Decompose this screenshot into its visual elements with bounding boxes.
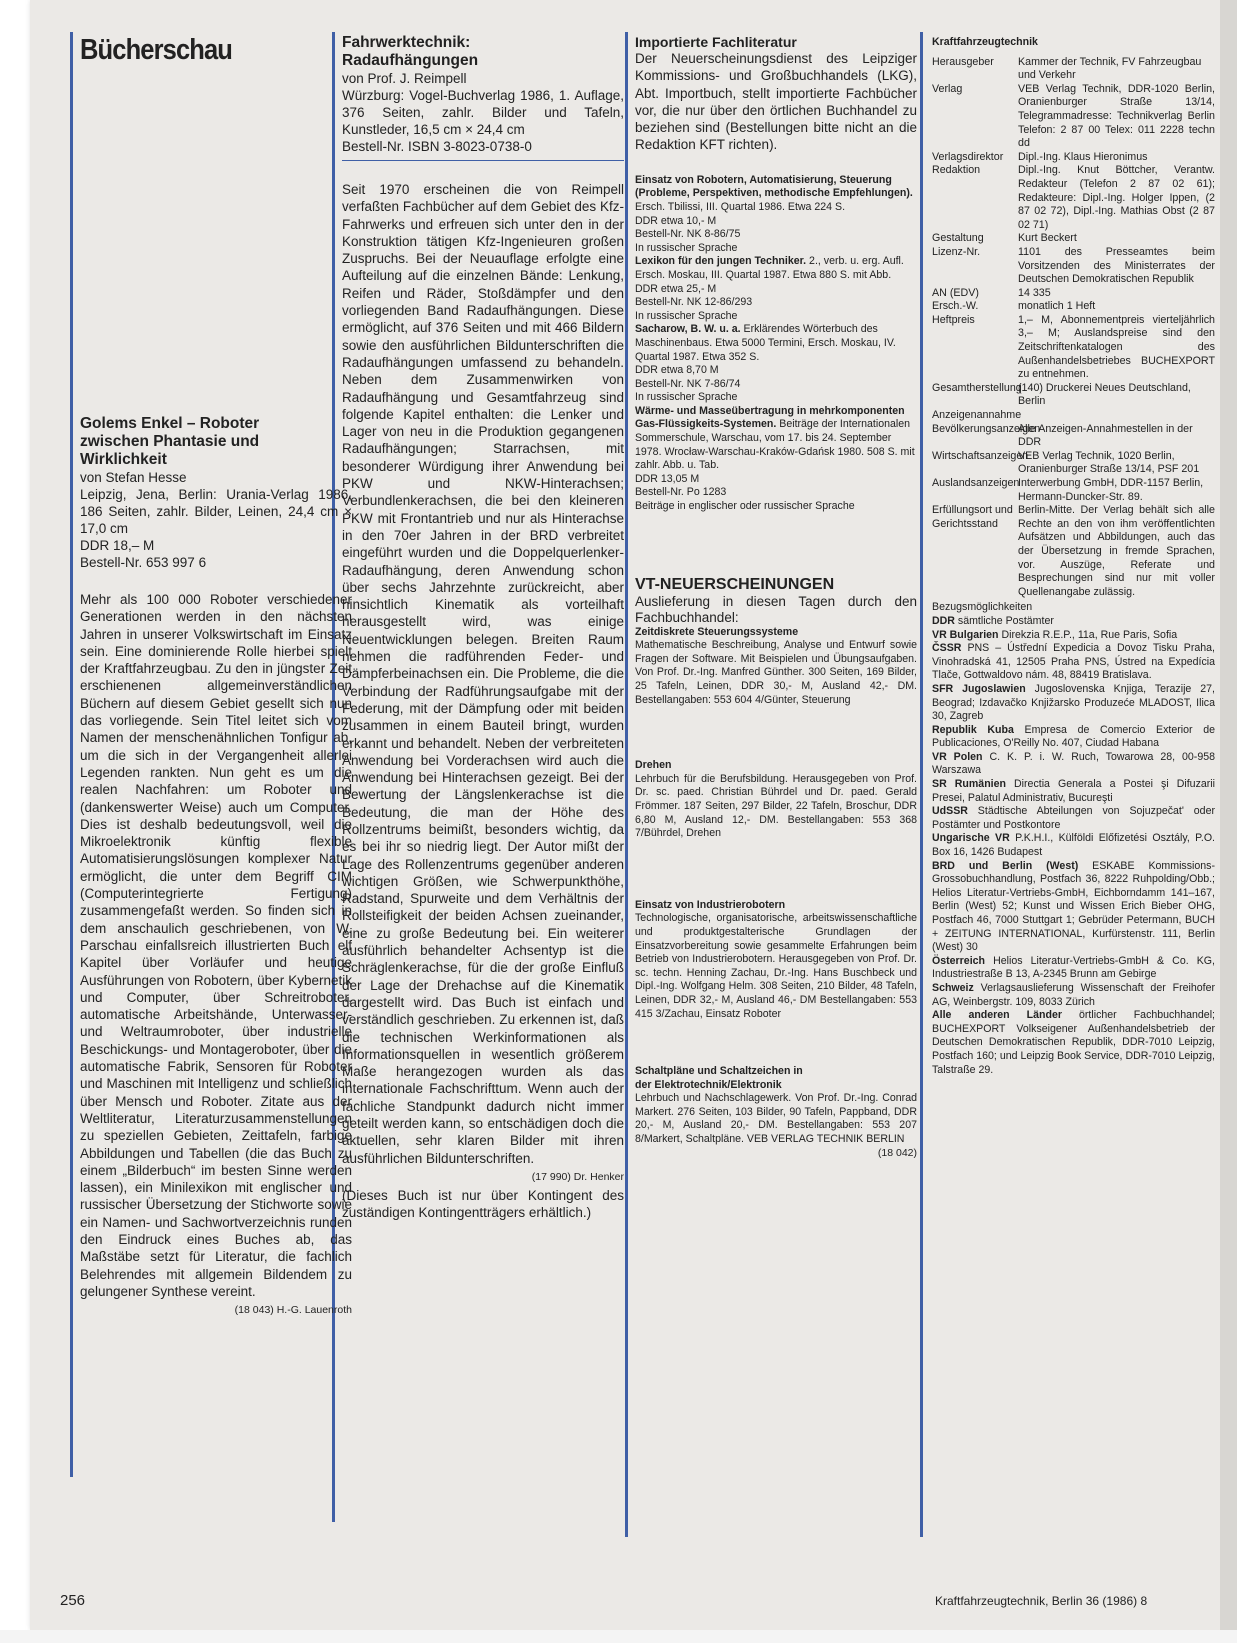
book-bibliography: Würzburg: Vogel-Buchverlag 1986, 1. Auflage, 376 Seiten, zahlr. Bilder und Tafeln, Kunstleder, 16,5 cm × 24,4 cm [342,88,624,137]
import-order: Bestell-Nr. NK 7-86/74 [635,377,741,390]
book-order-number: Bestell-Nr. 653 997 6 [80,555,207,570]
section-rubric: Bücherschau [80,34,233,66]
import-list [635,174,917,514]
vt-title: Zeitdiskrete Steuerungssysteme [635,625,799,638]
imprint-value: Berlin-Mitte. Der Verlag behält sich alle Rechte an den von ihm veröffentlichten Aufsätzen und Abbildungen, auch das der Übersetzung in fremde Sprachen, vor. Auszüge, Referate und Besprechungen sind nur mit voller Quellenangabe zulässig. [1018,504,1215,598]
import-price: DDR etwa 25,- M [635,282,717,295]
imprint-key: Lizenz-Nr. [932,245,981,258]
imprint-key: Ersch.-W. [932,300,979,313]
imprint-title: Kraftfahrzeugtechnik [932,36,1038,48]
imprint-value: (140) Druckerei Neues Deutschland, Berlin [1018,381,1191,408]
import-title: Lexikon für den jungen Techniker. [635,255,807,268]
scan-edge [1220,0,1237,1643]
import-order: Bestell-Nr. NK 8-86/75 [635,228,741,241]
imprint-key: Erfüllungsort und Gerichtsstand [932,504,1013,530]
book-title: Golems Enkel – Roboter zwischen Phantasie und Wirklichkeit [80,415,260,468]
imprint-key: Verlag [932,82,963,95]
import-details: Erklärendes Wörterbuch des Maschinenbaus. Etwa 5000 Termini, Ersch. Moskau, IV. Quartal 1987. Etwa 352 S. [635,323,896,363]
list-item [635,759,917,841]
vt-title: Drehen [635,759,672,772]
bezug-list [932,615,1215,1077]
review-signature: (18 043) H.-G. Lauenroth [234,1304,352,1317]
list-item: VR Bulgarien Direkzia R.E.P., 11a, Rue Paris, Sofia [932,628,1178,641]
bezug-title: Bezugsmöglichkeiten [932,601,1033,614]
review-signature: (17 990) Dr. Henker [531,1170,624,1183]
imprint-key: Bevölkerungsanzeigen [932,422,1041,435]
imprint-value: VEB Verlag Technik, DDR-1020 Berlin, Oranienburger Straße 13/14, Telegrammadresse: Technikverlag Berlin Telefon: 2 87 00 Telex: 011 2228 techn dd [1018,82,1215,150]
imprint-value: 1,– M, Abonnementpreis vierteljährlich 3,– M; Auslandspreise sind den Zeitschriftenkatalogen des Außenhandelsbetriebes BUCHEXPORT zu entnehmen. [1018,313,1215,381]
review-body: Mehr als 100 000 Roboter verschiedener Generationen werden in den nächsten Jahren in unserer Volkswirtschaft im Einsatz sein. Eine dominierende Rolle hierbei spielt der Kraftfahrzeugbau. Zu den in jüngster Zeit erschienenen allgemeinverständlichen Büchern auf diesem Gebiet gesellt sich nun das vorliegende. Sein Titel leitet sich vom Namen der menschenähnlichen Tonfigur ab, um die sich in der Vergangenheit allerlei Legenden rankten. Nun geht es um die realen Nachfahren: um Roboter und (dankenswerter Weise) auch um Computer. Dies ist deshalb bedeutungsvoll, weil die Mikroelektronik künftig flexible Automatisierungslösungen komplexer Natur ermöglicht, die unter dem Begriff CIM (Computerintegrierte Fertigung) zusammengefaßt werden. So finden sich in dem anschaulich geschriebenen, von W. Parschau einfallsreich illustrierten Buch elf Kapitel über Vorläufer und heutige Ausführungen von Robotern, über Kybernetik und Computer, über Schreitroboter, automatische Arbeitshände, Unterwasser- und Weltraumroboter, über industrielle Beschickungs- und Montageroboter, über die automatische Fabrik, Sensoren für Roboter und Maschinen mit Intelligenz und schließlich über Mensch und Roboter. Zitate aus der Weltliteratur, Literaturzusammenstellungen zu speziellen Gebieten, Zeittafeln, farbige Abbildungen und Tabellen (die das Buch zu einem „Bilderbuch“ im besten Sinne werden lassen), ein Minilexikon mit englischer und russischer Übersetzung der Stichworte sowie ein Namen- und Sachwortverzeichnis runden den Eindruck eines Buches ab, das Maßstäbe setzt für Literatur, die fachlich Belehrendes mit allgemein Bildendem zu gelungener Synthese vereint. [80,592,352,1299]
vt-section-title: VT-NEUERSCHEINUNGEN [635,575,835,593]
import-details: 2., verb. u. erg. Aufl. Ersch. Moskau, III. Quartal 1987. Etwa 880 S. mit Abb. [635,255,904,281]
list-item [635,1065,917,1147]
imprint-column-4 [932,36,1215,1541]
vt-body: Lehrbuch und Nachschlagewerk. Von Prof. Dr.-Ing. Conrad Markert. 276 Seiten, 103 Bilder, 90 Tafeln, Pappband, DDR 20,- M, Ausland 20,- DM. Bestellangaben: 553 207 8/Markert, Schaltpläne. VEB VERLAG TECHNIK BERLIN [635,1092,917,1146]
imprint-value: Kammer der Technik, FV Fahrzeugbau und Verkehr [1018,55,1202,82]
imprint-value: Kurt Beckert [1018,232,1077,245]
list-item: UdSSR Städtische Abteilungen von Sojuzpečat' oder Postämter und Postkontore [932,805,1215,831]
vt-body: Technologische, organisatorische, arbeitswissenschaftliche und produktgestalterische Grundlagen der Einsatzvorbereitung sowie gesammelte Erfahrungen beim Betrieb von Industrierobotern. Herausgegeben von Prof. Dr. sc. techn. Henning Zachau, Dr.-Ing. Hans Buschbeck und Dipl.-Ing. Wolfgang Helm. 308 Seiten, 210 Bilder, 48 Tafeln, Leinen, DDR 32,- M, Ausland 46,- DM Bestellangaben: 553 415 3/Zachau, Einsatz Roboter [635,912,917,1020]
import-language: In russischer Sprache [635,391,738,404]
list-item [635,323,917,405]
imprint-table [932,56,1215,600]
list-item: BRD und Berlin (West) ESKABE Kommissions-Grossobuchhandlung, Postfach 36, 8222 Ruhpolding/Obb.; Helios Literatur-Vertriebs-GmbH, Eichborndamm 141–167, Berlin (West) 52; Kunst und Wissen Erich Bieber OHG, Postfach 46, 7000 Stuttgart 1; Gebrüder Petermann, BUCH + ZEITUNG INTERNATIONAL, Kurfürstenstr. 111, Berlin (West) 30 [932,859,1215,954]
book-title: Fahrwerktechnik: Radaufhängungen [342,34,479,69]
imprint-key: Gestaltung [932,232,984,245]
list-item: Republik Kuba Empresa de Comercio Exterior de Publicaciones, O'Reilly No. 407, Ciudad Habana [932,723,1215,750]
book-order-number: Bestell-Nr. ISBN 3-8023-0738-0 [342,139,532,154]
imprint-key: AN (EDV) [932,286,979,299]
import-details: Beiträge der Internationalen Sommerschule, Warschau, vom 17. bis 24. September 1978. Wrocław-Warschau-Kraków-Gdańsk 1980. 508 S. mit zahlr. Abb. u. Tab. [635,418,915,472]
import-intro: Der Neuerscheinungsdienst des Leipziger Kommissions- und Großbuchhandels (LKG), Abt. Importbuch, stellt importierte Fachbücher vor, die nur über den örtlichen Buchhandel zu beziehen sind (Bestellungen bitte nicht an die Redaktion KFT richten). [635,51,917,153]
vt-list [635,626,917,1147]
import-section-title: Importierte Fachliteratur [635,34,797,50]
list-item: Schweiz Verlagsauslieferung Wissenschaft der Freihofer AG, Weinbergstr. 109, 8033 Zürich [932,981,1215,1008]
page-number: 256 [60,1592,86,1609]
import-order: Bestell-Nr. NK 12-86/293 [635,296,753,309]
magazine-page [30,0,1220,1630]
review-column-2 [342,34,624,1534]
book-author: von Prof. J. Reimpell [342,71,467,86]
journal-footer: Kraftfahrzeugtechnik, Berlin 36 (1986) 8 [935,1594,1148,1608]
import-price: DDR 13,05 M [635,472,700,485]
list-item [635,899,917,1021]
imprint-value: VEB Verlag Technik, 1020 Berlin, Oranienburger Straße 13/14, PSF 201 [1018,449,1200,476]
review-note: (Dieses Buch ist nur über Kontingent des zuständigen Kontingentträgers erhältlich.) [342,1187,624,1221]
import-language: In russischer Sprache [635,309,738,322]
scan-bottom-edge [0,1630,1237,1643]
import-title: Wärme- und Masseübertragung in mehrkomponenten Gas-Flüssigkeits-Systemen. [635,404,905,431]
imprint-key: Redaktion [932,164,981,177]
import-price: DDR etwa 10,- M [635,214,717,227]
import-title: Sacharow, B. W. u. a. [635,323,741,336]
import-order: Bestell-Nr. Po 1283 [635,486,727,499]
column-rule [920,32,923,1537]
list-item [635,255,917,323]
list-item: Österreich Helios Literatur-Vertriebs-GmbH & Co. KG, Industriestraße B 13, A-2345 Brunn am Gebirge [932,954,1215,981]
vt-intro: Auslieferung in diesen Tagen durch den Fachbuchhandel: [635,593,917,625]
import-price: DDR etwa 8,70 M [635,364,719,377]
list-item: Ungarische VR P.K.H.I., Külföldi Előfizetési Osztály, P.O. Box 16, 1426 Budapest [932,832,1215,859]
vt-body: Mathematische Beschreibung, Analyse und Entwurf sowie Fragen der Software. Mit Beispielen und Übungsaufgaben. Von Prof. Dr.-Ing. Manfred Günther. 300 Seiten, 169 Bilder, 25 Tafeln, Leinen, DDR 30,- M, Ausland 42,- DM. Bestellangaben: 553 604 4/Günter, Steuerung [635,639,917,706]
list-item: ČSSR PNS – Ústřední Expedicia a Dovoz Tisku Praha, Vinohradská 41, 12505 Praha PNS, Ústred na Expedícia Tlače, Gottwaldovo nám. 48, 88419 Bratislava. [932,642,1215,682]
imprint-value: 14 335 [1018,286,1051,299]
imprint-value: Alle Anzeigen-Annahmestellen in der DDR [1018,422,1193,449]
vt-signature: (18 042) [877,1146,917,1159]
import-title: Einsatz von Robotern, Automatisierung, Steuerung (Probleme, Perspektiven, methodische Empfehlungen). [635,173,913,200]
import-details: Ersch. Tbilissi, III. Quartal 1986. Etwa 224 S. [635,200,846,213]
book-bibliography: Leipzig, Jena, Berlin: Urania-Verlag 1986, 186 Seiten, zahlr. Bilder, Leinen, 24,4 cm × 17,0 cm [80,487,352,536]
list-item [635,405,917,514]
review-body: Seit 1970 erscheinen die von Reimpell verfaßten Fachbücher auf dem Gebiet des Kfz-Fahrwerks und erfreuen sich unter den in der Konstruktion tätigen Kfz-Ingenieuren großen Zuspruchs. Bei der Neuauflage erfolgte eine Aufteilung auf die einzelnen Bände: Lenkung, Reifen und Räder, Stoßdämpfer und den vorliegenden Band Radaufhängungen. Diese ermöglicht, auf 376 Seiten und mit 466 Bildern sowie den ausführlichen Bildunterschriften die Radaufhängungen umfassend zu behandeln. Neben dem Zusammenwirken von Radaufhängung und Gesamtfahrzeug sind folgende Kapitel enthalten: die Lenker und Lager von neu in die Produktion gegangenen Radaufhängungen; Starrachsen, mit besonderer Würdigung ihrer Anwendung bei PKW und NKW-Hinterachsen; Verbundlenkerachsen, die bei den kleineren PKW mit Frontantrieb und nur als Hinterachse in den 70er Jahren in der BRD verbreitet eingeführt wurden und die Doppelquerlenker-Radaufhängung, deren Anwendung schon über sechs Jahrzehnte zurückreicht, aber hinsichtlich Kinematik als vorteilhaft herausgestellt wird, was einige Neuentwicklungen belegen. Breiten Raum nehmen die radführenden Feder- und Dämpferbeinachsen ein. Die Probleme, die die Verbindung der Radführungsaufgabe mit der Federung, mit der Dämpfung oder mit beiden zusammen in einem Bauteil bringt, wurden erkannt und behandelt. Neben der verbreiteten Anwendung bei Vorderachsen wird auch die Anwendung bei Hinterachsen gezeigt. Bei der Bewertung der Längslenkerachse ist die Bedeutung, die man der Höhe des Rollzentrums beimißt, besonders wichtig, da es bei ihr so niedrig liegt. Der Autor mißt der Lage des Rollenzentrums gegenüber anderen wichtigen Größen, wie Schwerpunkthöhe, Radstand, Spurweite und dem Verhältnis der Rollsteifigkeit der beiden Achsen zueinander, eine zu große Bedeutung bei. Ein weiterer ausführlich behandelter Achsentyp ist die Schräglenkerachse, für die der große Einfluß der Lage der Drehachse auf die Kinematik dargestellt wird. Das Buch ist einfach und verständlich geschrieben. Zu erkennen ist, daß die technischen Werkinformationen als Informationsquellen in wesentlich größerem Maße herangezogen wurden als das internationale Fachschrifttum. Wenn auch der fachliche Standpunkt dadurch nicht immer geteilt werden kann, so entschädigen doch die aktuellen, sehr klaren Bilder mit ihren ausführlichen Bildunterschriften. [342,182,624,1166]
list-item: VR Polen C. K. P. i. W. Ruch, Towarowa 28, 00-958 Warszawa [932,750,1215,777]
listing-column-3 [635,34,917,1544]
list-item [635,626,917,708]
imprint-key: Verlagsdirektor [932,150,1004,163]
vt-body: Lehrbuch für die Berufsbildung. Herausgegeben von Prof. Dr. sc. paed. Christian Bührdel und Dr. paed. Gerald Frömmer. 187 Seiten, 297 Bilder, 22 Tafeln, Broschur, DDR 6,80 M, Ausland 12,- DM. Bestellangaben: 553 368 7/Bührdel, Drehen [635,772,917,840]
imprint-key: Gesamtherstellung [932,381,1022,394]
review-column-1 [80,34,352,1484]
imprint-value: 1101 des Presseamtes beim Vorsitzenden des Ministerrates der Deutschen Demokratischen Republik [1018,245,1215,286]
imprint-key: Heftpreis [932,313,975,326]
import-language: Beiträge in englischer oder russischer Sprache [635,500,855,513]
imprint-value: monatlich 1 Heft [1018,300,1096,313]
column-rule [625,32,628,1537]
vt-title: Schaltpläne und Schaltzeichen in der Elektrotechnik/Elektronik [635,1065,803,1091]
list-item: Alle anderen Länder örtlicher Fachbuchhandel; BUCHEXPORT Volkseigener Außenhandelsbetrieb der Deutschen Demokratischen Republik, DDR-7010 Leipzig, Postfach 160; und Leipzig Book Service, DDR-7010 Leipzig, Talstraße 29. [932,1009,1215,1076]
imprint-value: Dipl.-Ing. Knut Böttcher, Verantw. Redakteur (Telefon 2 87 02 61); Redakteure: Dipl.-Ing. Holger Ippen, (2 87 02 72), Dipl.-Ing. Mathias Obst (2 87 02 71) [1018,164,1215,231]
imprint-key: Wirtschaftsanzeigen [932,449,1029,462]
book-price: DDR 18,– M [80,538,155,553]
vt-title: Einsatz von Industrierobotern [635,898,786,911]
imprint-value: Interwerbung GmbH, DDR-1157 Berlin, Hermann-Duncker-Str. 89. [1018,477,1204,503]
list-item: SFR Jugoslawien Jugoslovenska Knjiga, Terazije 27, Beograd; Izdavačko Knjižarsko Produzeće MLADOST, Ilica 30, Zagreb [932,682,1215,723]
imprint-key: Anzeigenannahme [932,409,1022,422]
imprint-value: Dipl.-Ing. Klaus Hieronimus [1018,150,1148,163]
import-language: In russischer Sprache [635,241,738,254]
book-author: von Stefan Hesse [80,470,187,485]
list-item: DDR sämtliche Postämter [932,614,1054,627]
list-item [635,174,917,256]
imprint-key: Auslandsanzeigen [932,477,1020,489]
column-rule [70,32,73,1477]
list-item: SR Rumänien Directia Generala a Postei şi Difuzarii Presei, Palatul Administrativ, Bucureşti [932,778,1215,804]
imprint-key: Herausgeber [932,55,994,68]
